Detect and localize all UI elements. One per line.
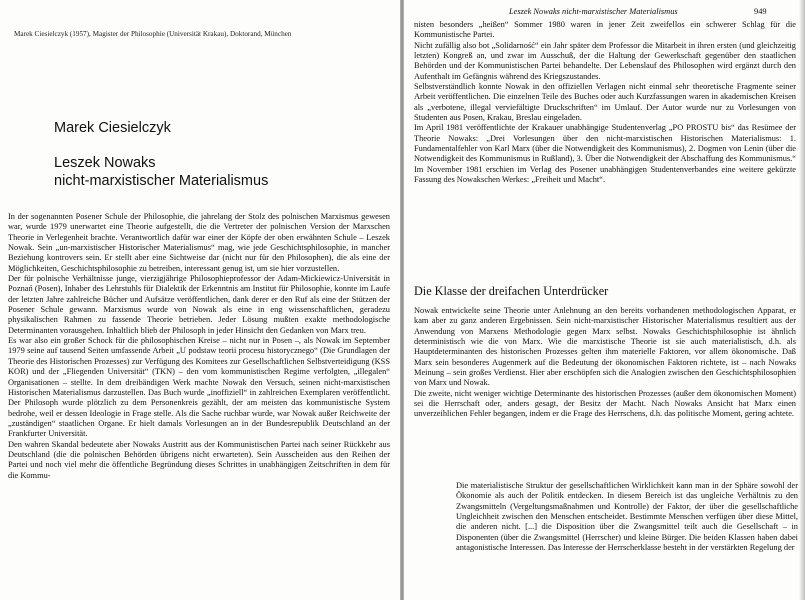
right-body-text-top [414, 20, 796, 186]
paragraph: In der sogenannten Posener Schule der Philosophie, die jahrelang der Stolz des polnischen Marxismus gewesen war, wurde 1979 unerwartet eine Theorie aufgestellt, die die Vertreter der polnischen Version der Marxschen Theorie in Verlegenheit brachte. Verantwortlich dafür war einer der Köpfe der oben erwähnten Schule – Leszek Nowak. Sein „un-marxistischer Historischer Materialismus“ mag, wie jede Geschichtsphilosophie, in mancher Beziehung kontrovers sein. Er stellt aber eine Sichtweise dar (nicht nur für den Philosophen), die als eine der Möglichkeiten, Geschichtsphilosophie zu betreiben, interessant genug ist, um sie hier vorzustellen. [8, 212, 390, 273]
paragraph: Die materialistische Struktur der gesellschaftlichen Wirklichkeit kann man in der Sphäre sowohl der Ökonomie als auch der Politik entdecken. In diesem Bereich ist das ungleiche Verhältnis zu den Zwangsmitteln (Vergeltungsmaßnahmen und Kontrolle) der Faktor, der über die gesellschaftliche Ungleichheit zwischen den Menschen entscheidet. Bestimmte Menschen verfügen über diese Mittel, die anderen nicht. [...] die Disposition über die Zwangsmittel teilt auch die Gesellschaft – in Disponenten (über die Zwangsmittel (Herrscher) und kleine Bürger. Die beiden Klassen haben dabei antagonistische Interessen. Das Interesse der Herrscherklasse besteht in der verstärkten Regelung der [456, 481, 798, 553]
paragraph: Die zweite, nicht weniger wichtige Determinante des historischen Prozesses (außer dem ökonomischen Moment) sei die Herrschaft oder, anders gesagt, der Besitz der Macht. Nach Nowaks Ansicht hat Marx einen unverzeihlichen Fehler begangen, indem er die Frage des Herrschens, d.h. das politische Moment, gering achtete. [414, 388, 796, 419]
paragraph: Den wahren Skandal bedeutete aber Nowaks Austritt aus der Kommunistischen Partei nach seiner Rückkehr aus Deutschland (die die polnischen Behörden übrigens nicht erwarteten). Sein Ausscheiden aus den Reihen der Partei und noch viel mehr die öffentliche Begründung dieses Schrittes in unabhängigen Zeitschriften in dem für die Kommu- [8, 439, 390, 480]
paragraph: Der für polnische Verhältnisse junge, vierzigjährige Philosophieprofessor der Adam-Mickiewicz-Universität in Poznań (Posen), Inhaber des Lehrstuhls für Dialektik der Erkenntnis am Institut für Philosophie, konnte im Laufe der letzten Jahre zahlreiche Bücher und Aufsätze veröffentlichen, dank derer er den Ruf als eine der Stützen der Posener Schule gewann. Marxismus wurde von Nowak als eine in eng wissenschaftlichen, geradezu physikalischen Rahmen zu fassende Theorie betrieben. Jeder Lösung mußten exakte methodologische Determinanten vorausgehen. Inhaltlich blieb der Philosoph in jeder Hinsicht den Gedanken von Marx treu. [8, 274, 390, 335]
paragraph: Nowak entwickelte seine Theorie unter Anlehnung an den bereits vorhandenen methodologischen Apparat, er kam aber zu ganz anderen Ergebnissen. Sein nicht-marxistischer Historischer Materialismus resultiert aus der Anwendung von Marxens Methodologie gegen Marx selbst. Nowaks Geschichtsphilosophie ist ähnlich deterministisch wie die von Marx. Wie die marxistische Theorie ist sie auch materialistisch, d.h. als Hauptdeterminanten des historischen Prozesses gelten ihm materielle Faktoren, vor allem ökonomische. Daß Marx sein besonderes Augenmerk auf die Bedeutung der ökonomischen Faktoren richtete, ist – nach Nowaks Meinung – sein großes Verdienst. Hier aber erschöpfen sich die Analogien zwischen den Geschichtsphilosophien von Marx und Nowak. [414, 306, 796, 388]
paragraph: Im April 1981 veröffentlichte der Krakauer unabhängige Studentenverlag „PO PROSTU bis“ das Resümee der Theorie Nowaks: „Drei Vorlesungen über den nicht-marxistischen Historischen Materialismus: 1. Fundamentalfehler von Karl Marx (über die Notwendigkeit des Kommunismus), 2. Dogmen von Lenin (über die Notwendigkeit des Kommunismus in Rußland), 3. Über die Notwendigkeit der Abschaffung des Kommunismus.“ Im November 1981 erschien im Verlag des Posener unabhängigen Studentenverbandes eine weitere gekürzte Fassung des Nowakschen Werkes: „Freiheit und Macht“. [414, 123, 796, 185]
article-title-line-1: Leszek Nowaks [54, 155, 156, 171]
section-heading: Die Klasse der dreifachen Unterdrücker [414, 284, 609, 298]
page-number: 949 [754, 7, 767, 16]
paragraph: Es war also ein großer Schock für die philosophischen Kreise – nicht nur in Posen –, als Nowak im September 1979 seine auf tausend Seiten umfassende Arbeit „U podstaw teorii procesu historycznego“ (Die Grundlagen der Theorie des Historischen Prozesses) zur Verfügung des Komitees zur Gesellschaftlichen Selbstverteidigung (KSS KOR) und der „Fliegenden Universität“ (TKN) – den vom kommunistischen Regime verfolgten, „illegalen“ Organisationen – stellte. In dem dreibändigen Werk machte Nowak den Versuch, seinen nicht-marxistischen Historischen Materialismus darzustellen. Das Buch wurde „inoffiziell“ in zahlreichen Exemplaren veröffentlicht. Der Philosoph wurde plötzlich zu dem Personenkreis gezählt, der am meisten das kommunistische System bedrohe, weil er dessen Ideologie in Frage stelle. Als die Sache ruchbar wurde, war Nowak außer Reichweite der „zuständigen“ staatlichen Organe. Er hielt damals Vorlesungen an in der Bundesrepublik Deutschland an der Frankfurter Universität. [8, 336, 390, 439]
article-title [54, 154, 268, 190]
right-body-text-quote [456, 481, 798, 553]
paragraph: Selbstverständlich konnte Nowak in den offiziellen Verlagen nicht einmal sehr theoretische Fragmente seiner Arbeit veröffentlichen. Die einzelnen Teile des Buches oder auch Kurzfassungen waren in akademischen Kreisen als „verbotene, illegal verviefältigte Druckschriften“ im Umlauf. Der Autor wurde nur zu Vorlesungen von Studenten aus Posen, Krakau, Breslau eingeladen. [414, 82, 796, 123]
right-body-text-middle [414, 306, 796, 420]
author-name: Marek Ciesielczyk [54, 120, 171, 136]
author-bio: Marek Ciesielczyk (1957), Magister der Philosophie (Universität Krakau), Doktorand, München [14, 30, 292, 38]
paragraph: Nicht zufällig also bot „Solidarność“ ein Jahr später dem Professor die Mitarbeit in ihren ersten (und gleichzeitig letzten) Kongreß an, und zwar im Ausschuß, der die Haltung der Gewerkschaft gegenüber den staatlichen Behörden und der Kommunistischen Partei behandelte. Der Lebenslauf des Philosophen wird ergänzt durch den Aufenthalt im Gefängnis während des Kriegszustandes. [414, 40, 796, 81]
page-edge-shadow [799, 0, 805, 600]
paragraph: nisten besonders „heißen“ Sommer 1980 waren in jener Zeit zweifellos ein schwerer Schlag für die Kommunistische Partei. [414, 20, 796, 40]
running-header: Leszek Nowaks nicht-marxistischer Materialismus [509, 7, 678, 16]
left-page [0, 0, 400, 600]
right-page [404, 0, 805, 600]
left-body-text [8, 212, 390, 481]
article-title-line-2: nicht-marxistischer Materialismus [54, 173, 269, 189]
